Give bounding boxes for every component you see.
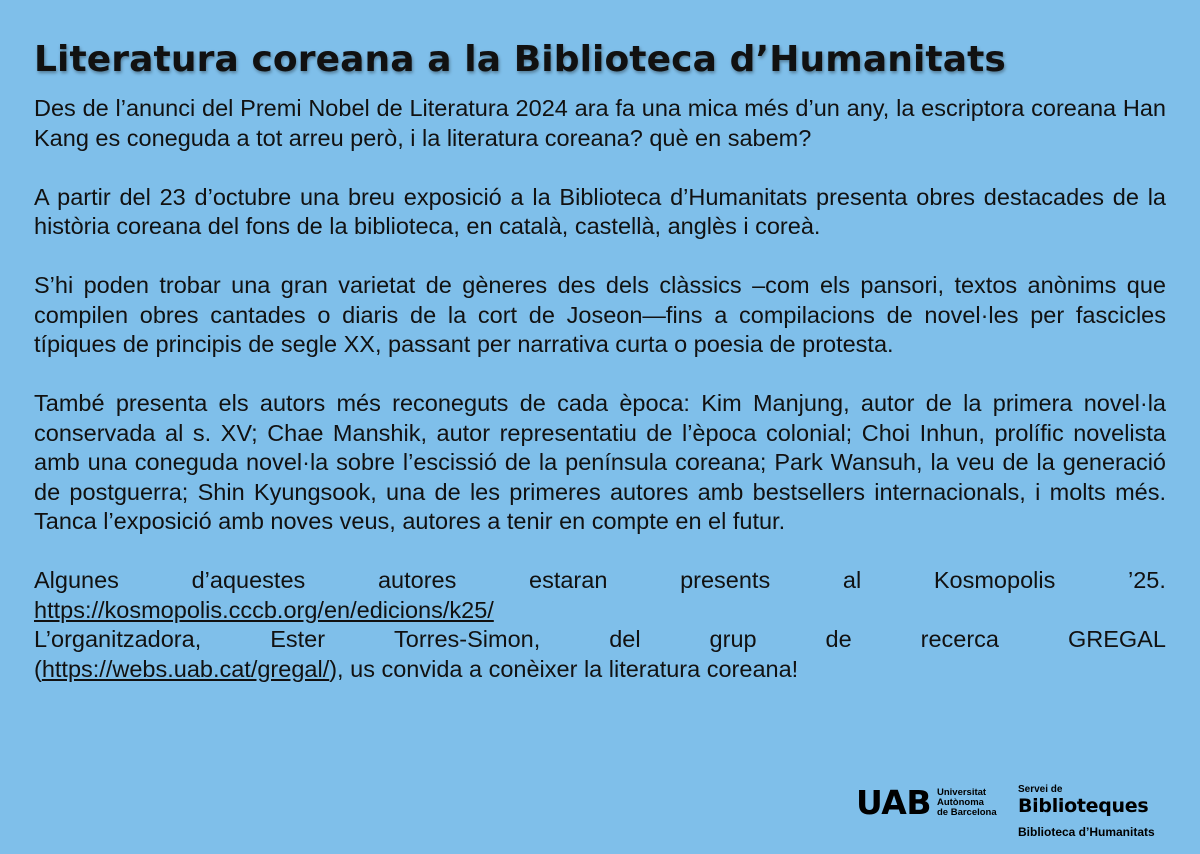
uab-subtitle-line: Universitat — [936, 787, 987, 798]
organizer-word: Ester — [270, 626, 326, 652]
kosmopolis-line — [34, 566, 1166, 596]
kosmopolis-word: Algunes — [34, 567, 119, 593]
kosmopolis-word: presents — [680, 567, 771, 593]
servei-label: Servei de — [1018, 784, 1063, 795]
uab-subtitle-line: de Barcelona — [936, 807, 997, 818]
uab-subtitle — [937, 788, 997, 818]
gregal-link[interactable]: https://webs.uab.cat/gregal/ — [41, 655, 330, 682]
paragraph-exhibition: A partir del 23 d’octubre una breu exposició a la Biblioteca d’Humanitats presenta obres destacades de la història coreana del fons de la biblioteca, en català, castellà, anglès i coreà. — [34, 183, 1166, 239]
footer-logos — [856, 784, 1176, 844]
kosmopolis-link[interactable]: https://kosmopolis.cccb.org/en/edicions/k25/ — [34, 596, 494, 623]
organizer-line — [34, 625, 1166, 655]
paragraph-authors: També presenta els autors més reconeguts de cada època: Kim Manjung, autor de la primera novel·la conservada al s. XV; Chae Manshik, autor representatiu de l’època colonial; Choi Inhun, prolífic novelista amb una coneguda novel·la sobre l’escissió de la península coreana; Park Wansuh, la veu de la generació de postguerra; Shin Kyungsook, una de les primeres autores amb bestsellers internacionals, i molts més. Tanca l’exposició amb noves veus, autores a tenir en compte en el futur. — [34, 390, 1166, 534]
page-title: Literatura coreana a la Biblioteca d’Humanitats — [34, 39, 1006, 80]
kosmopolis-word: autores — [377, 567, 457, 593]
open-paren: ( — [34, 655, 42, 682]
body-text — [34, 94, 1166, 684]
biblioteques-logo — [1018, 784, 1148, 817]
gregal-line — [34, 655, 1166, 685]
organizer-word: del — [609, 626, 641, 652]
kosmopolis-word: d’aquestes — [191, 567, 306, 593]
paragraph-genres: S’hi poden trobar una gran varietat de gèneres des dels clàssics –com els pansori, textos anònims que compilen obres cantades o diaris de la cort de Joseon—fins a compilacions de novel·les per fascicles típiques de principis de segle XX, passant per narrativa curta o poesia de protesta. — [34, 272, 1166, 357]
invitation-text: ), us convida a conèixer la literatura coreana! — [329, 655, 799, 682]
kosmopolis-word: estaran — [529, 567, 608, 593]
kosmopolis-link-line — [34, 596, 1166, 626]
kosmopolis-word: ’25. — [1128, 567, 1166, 593]
biblioteques-label: Biblioteques — [1018, 795, 1149, 817]
uab-logo — [856, 783, 997, 822]
organizer-word: L’organitzadora, — [34, 626, 202, 652]
organizer-word: recerca — [920, 626, 1000, 652]
organizer-word: Torres-Simon, — [394, 626, 541, 652]
organizer-word: GREGAL — [1067, 626, 1166, 652]
paragraph-nobel: Des de l’anunci del Premi Nobel de Literatura 2024 ara fa una mica més d’un any, la escriptora coreana Han Kang es coneguda a tot arreu però, i la literatura coreana? què en sabem? — [34, 95, 1166, 151]
kosmopolis-word: Kosmopolis — [933, 567, 1056, 593]
organizer-word: de — [825, 626, 852, 652]
uab-subtitle-line: Autònoma — [936, 797, 984, 808]
library-name: Biblioteca d’Humanitats — [1018, 825, 1155, 839]
uab-wordmark: UAB — [856, 783, 931, 822]
paragraph-closing — [34, 566, 1166, 684]
organizer-word: grup — [709, 626, 757, 652]
kosmopolis-word: al — [842, 567, 862, 593]
